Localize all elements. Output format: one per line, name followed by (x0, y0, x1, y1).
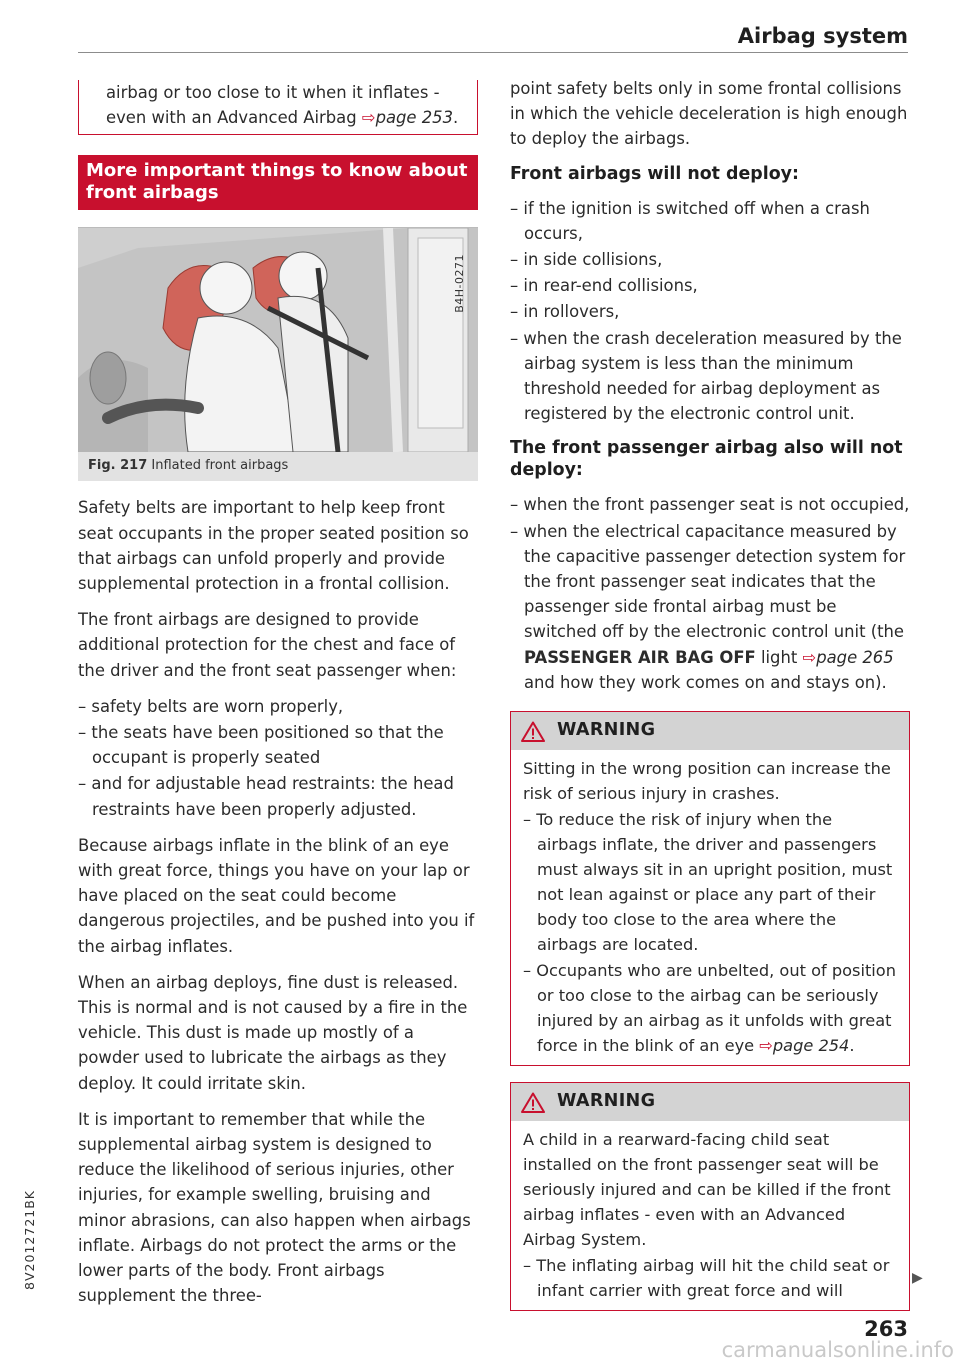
paragraph: Safety belts are important to help keep front seat occupants in the proper seated position so that airbags can unfold properly and provide supplemental protection in a frontal collision. (78, 498, 469, 594)
left-column (78, 80, 478, 1320)
list-item-text: . (849, 1036, 855, 1056)
airbag-illustration (78, 228, 478, 452)
figure-inflated-airbags (78, 227, 478, 452)
warning-triangle-icon (521, 1092, 545, 1113)
continued-warning-end: . (453, 108, 459, 128)
no-deploy-list (510, 196, 910, 427)
list-item: – when the crash deceleration measured by the airbag system is less than the minimum threshold needed for airbag deployment as registered by the electronic control unit. (510, 326, 910, 427)
figure-code: B4H-0271 (452, 254, 466, 314)
paragraph: When an airbag deploys, fine dust is released. This is normal and is not caused by a fire in the vehicle. This dust is made up mostly of a powder used to lubricate the airbags as they deploy. It could irritate skin. (78, 972, 468, 1093)
figure-caption-label: Fig. 217 (88, 458, 148, 474)
figure-caption (78, 452, 478, 481)
warning-header (511, 1083, 909, 1121)
section-heading: More important things to know about front airbags (78, 155, 478, 210)
watermark: carmanualsonline.info (721, 1338, 954, 1362)
list-item: – the seats have been positioned so that the occupant is properly seated (78, 720, 478, 770)
warning-triangle-icon (521, 721, 545, 742)
figure-caption-text: Inflated front airbags (151, 458, 289, 474)
list-item: – The inflating airbag will hit the child seat or infant carrier with great force and will (523, 1253, 897, 1303)
list-item: – if the ignition is switched off when a crash occurs, (510, 196, 910, 246)
paragraph: The front airbags are designed to provide additional protection for the chest and face of the driver and the front seat passenger when: (78, 610, 457, 680)
list-item: – and for adjustable head restraints: the head restraints have been properly adjusted. (78, 771, 478, 821)
list-item (523, 958, 897, 1058)
page-ref-arrow-icon: ⇨ (361, 108, 376, 128)
page-ref-arrow-icon: ⇨ (759, 1036, 773, 1056)
warning-list (523, 807, 897, 1058)
conditions-list (78, 694, 478, 822)
list-item: – when the front passenger seat is not occupied, (510, 492, 910, 517)
list-item: – in side collisions, (510, 247, 910, 272)
page-ref-link[interactable]: page 265 (816, 647, 894, 667)
list-item: – To reduce the risk of injury when the airbags inflate, the driver and passengers must always sit in an upright position, must not lean against or place any part of their body too close to the area where the airbags are located. (523, 807, 897, 957)
continued-warning-box (78, 80, 478, 135)
paragraph: point safety belts only in some frontal collisions in which the vehicle deceleration is high enough to deploy the airbags. (510, 79, 908, 149)
list-item: – in rollovers, (510, 299, 910, 324)
subheading: Front airbags will not deploy: (510, 163, 799, 184)
page-ref-link[interactable]: page 254 (772, 1036, 850, 1056)
subheading: The front passenger airbag also will not deploy: (510, 438, 903, 481)
list-item: – in rear-end collisions, (510, 273, 910, 298)
list-item-text: Occupants who are unbelted, out of position or too close to the airbag can be seriously injured by an airbag as it unfolds with great force in the blink of an eye (536, 961, 896, 1056)
warning-header (511, 712, 909, 750)
page-number: 263 (864, 1317, 908, 1341)
list-item-text: and how they work comes on and stays on). (524, 672, 887, 692)
warning-intro: A child in a rearward-facing child seat installed on the front passenger seat will be seriously injured and can be killed if the front airbag inflates - even with an Advanced Airbag System. (523, 1130, 891, 1250)
warning-title: WARNING (557, 720, 656, 741)
list-item (510, 519, 910, 695)
page-ref-link[interactable]: page 253 (375, 108, 454, 128)
continue-arrow-icon: ▶ (912, 1270, 923, 1286)
warning-body (511, 750, 909, 1065)
warning-title: WARNING (557, 1091, 656, 1112)
warning-body (511, 1121, 909, 1310)
passenger-no-deploy-list (510, 492, 910, 695)
warning-list (523, 1253, 897, 1303)
right-column (510, 76, 910, 1322)
warning-box (510, 1082, 910, 1311)
warning-box (510, 711, 910, 1066)
paragraph: Because airbags inflate in the blink of an eye with great force, things you have on your lap or have placed on the seat could become dangerous projectiles, and be pushed into you if the airbag inflates. (78, 835, 475, 956)
warning-intro: Sitting in the wrong position can increase the risk of serious injury in crashes. (523, 759, 891, 804)
header-divider (78, 52, 908, 53)
running-header-title: Airbag system (737, 24, 908, 48)
list-item-text: light (760, 647, 798, 667)
paragraph: It is important to remember that while the supplemental airbag system is designed to reduce the likelihood of serious injuries, other injuries, for example swelling, bruising and minor abrasions, can also happen when airbags inflate. Airbags do not protect the arms or the lower parts of the body. Front airbags supplement the three- (78, 1109, 471, 1306)
list-item: – safety belts are worn properly, (78, 694, 478, 719)
document-code: 8V2012721BK (22, 1190, 37, 1290)
page-ref-arrow-icon: ⇨ (802, 647, 817, 667)
passenger-airbag-off-label: PASSENGER AIR BAG OFF (524, 647, 756, 667)
list-item-text: when the electrical capacitance measured by the capacitive passenger detection system for the front passenger seat indicates that the passenger side frontal airbag must be switched off by the electronic control unit (the (523, 521, 906, 642)
continued-warning-text: airbag or too close to it when it inflates - even with an Advanced Airbag (106, 83, 440, 128)
